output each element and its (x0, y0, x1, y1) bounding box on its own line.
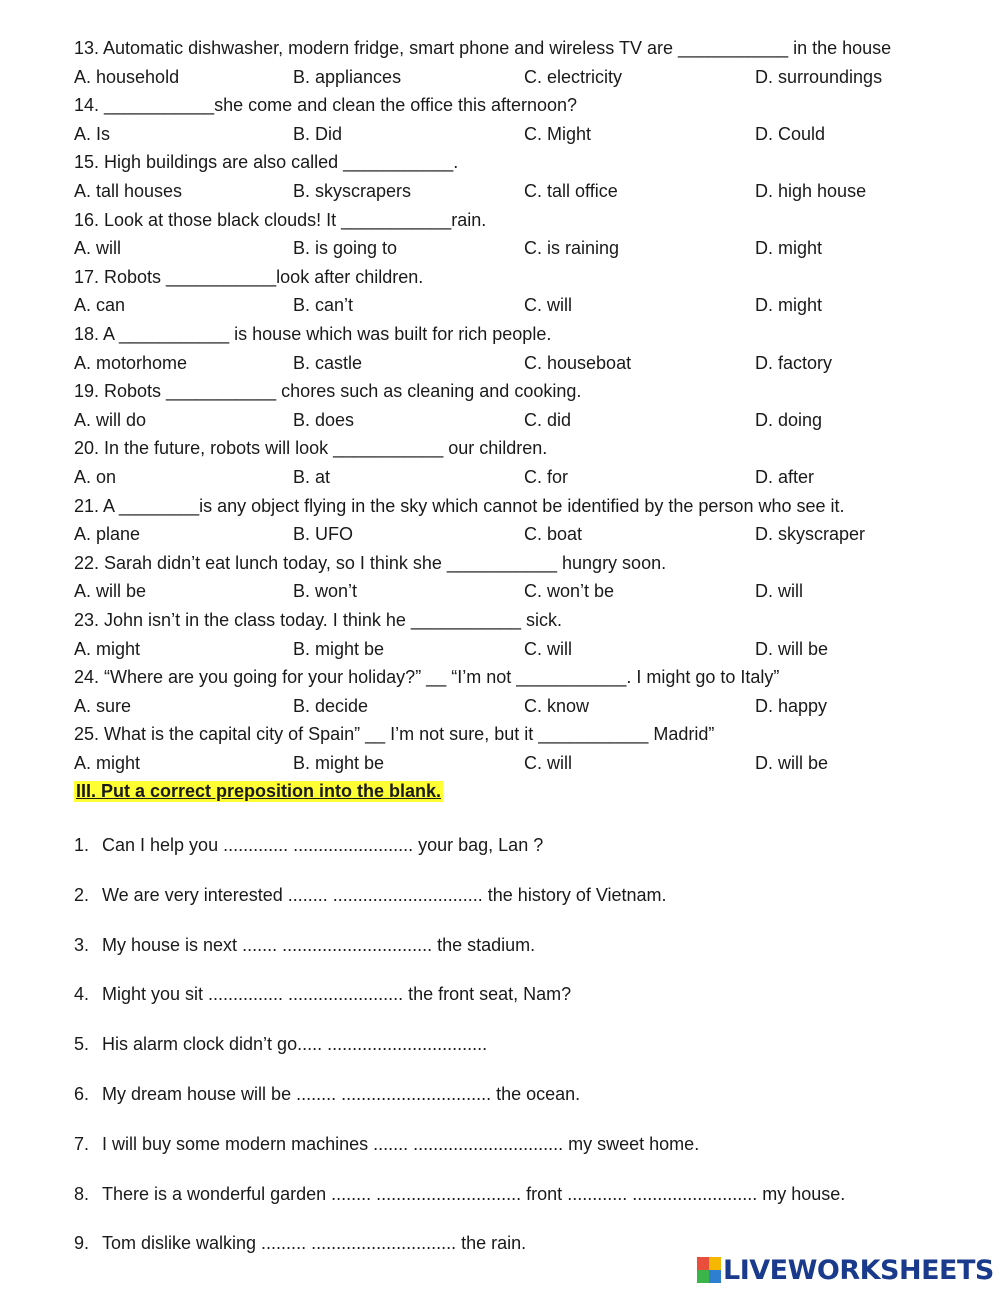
liveworksheets-logo (697, 1255, 994, 1285)
exercise-item (74, 1184, 845, 1205)
exercise-item (74, 1084, 580, 1105)
answer-option: B. appliances (293, 66, 402, 87)
exercise-item (74, 1034, 487, 1055)
answer-option: D. will be (755, 753, 829, 773)
item-text: There is a wonderful garden ........ ............................. front ............ ......................... my house. (102, 1183, 846, 1204)
question-stem: 24. “Where are you going for your holiday?” __ “I’m not ___________. I might go to Italy” (74, 667, 780, 688)
item-text: My dream house will be ........ .............................. the ocean. (102, 1084, 581, 1104)
answer-option: B. might be (293, 638, 385, 659)
answer-option: D. will be (755, 638, 829, 659)
logo-text: LIVEWORKSHEETS (723, 1254, 994, 1286)
item-text: My house is next ....... .............................. the stadium. (102, 934, 536, 955)
answer-option: B. can’t (293, 295, 354, 316)
answer-option: C. houseboat (524, 352, 632, 373)
answer-option: D. doing (755, 409, 823, 430)
question-stem: 15. High buildings are also called ___________. (74, 152, 459, 173)
answer-option: A. tall houses (74, 181, 183, 201)
answer-option: C. know (524, 695, 590, 716)
answer-option: D. high house (755, 181, 867, 201)
item-number: 2. (74, 884, 90, 905)
question-stem: 23. John isn’t in the class today. I think he ___________ sick. (74, 610, 562, 630)
answer-option: C. did (524, 409, 572, 430)
exercise-item (74, 1233, 526, 1254)
answer-option: D. might (755, 238, 823, 259)
exercise-item (74, 835, 543, 856)
answer-option: A. Is (74, 123, 111, 144)
answer-option: B. won’t (293, 581, 358, 602)
item-text: I will buy some modern machines ....... .............................. my sweet home. (102, 1133, 700, 1154)
item-number: 3. (74, 934, 90, 955)
answer-option: B. might be (293, 753, 385, 773)
logo-mark-icon (697, 1257, 721, 1283)
answer-option: C. tall office (524, 181, 618, 201)
item-number: 1. (74, 835, 90, 855)
answer-option: B. skyscrapers (293, 181, 412, 201)
question-stem: 25. What is the capital city of Spain” __ I’m not sure, but it ___________ Madrid” (74, 724, 715, 745)
item-number: 9. (74, 1233, 90, 1254)
item-number: 8. (74, 1183, 90, 1204)
answer-option: A. plane (74, 524, 141, 545)
answer-option: B. Did (293, 123, 343, 144)
answer-option: C. is raining (524, 238, 620, 259)
answer-option: D. might (755, 295, 823, 316)
answer-option: C. Might (524, 123, 592, 144)
item-text: We are very interested ........ .............................. the history of Vietnam. (102, 884, 667, 905)
question-stem: 13. Automatic dishwasher, modern fridge, smart phone and wireless TV are ___________ in the house (74, 38, 892, 58)
question-stem: 21. A ________is any object flying in the sky which cannot be identified by the person who see it. (74, 495, 845, 516)
answer-option: B. UFO (293, 524, 354, 545)
question-stem: 20. In the future, robots will look ___________ our children. (74, 438, 548, 459)
exercise-item (74, 984, 571, 1005)
answer-option: A. might (74, 638, 141, 659)
answer-option: C. will (524, 638, 572, 659)
answer-option: A. on (74, 467, 117, 487)
answer-option: A. household (74, 66, 180, 87)
answer-option: C. for (524, 467, 569, 487)
answer-option: D. skyscraper (755, 524, 866, 545)
item-text: Can I help you ............. ........................ your bag, Lan ? (102, 835, 544, 855)
answer-option: A. will do (74, 409, 147, 430)
answer-option: A. might (74, 753, 141, 773)
answer-option: A. sure (74, 695, 132, 716)
exercise-item (74, 885, 667, 906)
answer-option: D. happy (755, 695, 828, 716)
section-heading: III. Put a correct preposition into the blank. (76, 781, 442, 801)
answer-option: B. castle (293, 352, 363, 373)
item-text: Might you sit ............... ....................... the front seat, Nam? (102, 984, 572, 1005)
answer-option: B. is going to (293, 238, 398, 259)
question-stem: 18. A ___________ is house which was built for rich people. (74, 324, 552, 344)
item-text: His alarm clock didn’t go..... ................................ (102, 1034, 488, 1055)
question-stem: 14. ___________she come and clean the office this afternoon? (74, 95, 578, 116)
question-stem: 17. Robots ___________look after children. (74, 266, 424, 287)
item-number: 6. (74, 1084, 90, 1104)
question-stem: 19. Robots ___________ chores such as cleaning and cooking. (74, 381, 582, 402)
answer-option: C. boat (524, 524, 583, 545)
answer-option: D. factory (755, 352, 833, 373)
answer-option: A. will (74, 238, 122, 259)
item-number: 7. (74, 1133, 90, 1154)
answer-option: C. will (524, 295, 572, 316)
answer-option: A. motorhome (74, 352, 188, 373)
exercise-item (74, 935, 535, 956)
exercise-item (74, 1134, 699, 1155)
answer-option: C. won’t be (524, 581, 615, 602)
answer-option: D. Could (755, 123, 826, 144)
question-stem: 16. Look at those black clouds! It ___________rain. (74, 209, 487, 230)
answer-option: D. surroundings (755, 66, 883, 87)
answer-option: A. will be (74, 581, 147, 602)
answer-option: B. decide (293, 695, 369, 716)
answer-option: B. at (293, 467, 331, 487)
answer-option: A. can (74, 295, 126, 316)
question-stem: 22. Sarah didn’t eat lunch today, so I think she ___________ hungry soon. (74, 552, 667, 573)
answer-option: D. will (755, 581, 803, 602)
answer-option: C. electricity (524, 66, 623, 87)
answer-option: D. after (755, 467, 815, 487)
answer-option: C. will (524, 753, 572, 773)
item-number: 4. (74, 984, 90, 1005)
item-text: Tom dislike walking ......... ............................. the rain. (102, 1233, 527, 1254)
answer-option: B. does (293, 409, 355, 430)
item-number: 5. (74, 1034, 90, 1055)
